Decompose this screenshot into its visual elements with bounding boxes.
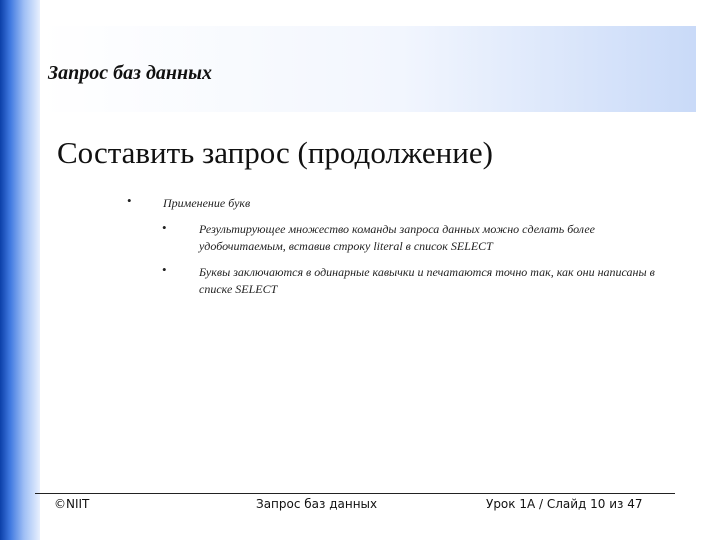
header-title: Запрос баз данных [48, 62, 212, 84]
footer-divider [35, 493, 675, 494]
bullet-level1-text: Применение букв [163, 196, 251, 210]
slide-title: Составить запрос (продолжение) [57, 135, 493, 170]
footer-copyright: ©NIIT [54, 497, 90, 511]
footer-course-title: Запрос баз данных [256, 497, 378, 511]
bullet-marker: • [162, 262, 167, 277]
footer-slide-number: Урок 1А / Слайд 10 из 47 [486, 497, 643, 511]
bullet-marker: • [127, 193, 132, 208]
bullet-marker: • [162, 220, 167, 235]
bullet-level2-text-2: Буквы заключаются в одинарные кавычки и печатаются точно так, как они написаны в списке SELECT [199, 265, 655, 296]
left-accent-bar [0, 0, 40, 540]
bullet-level2-text-1: Результирующее множество команды запроса данных можно сделать более удобочитаемым, вставив строку literal в список SELECT [199, 222, 595, 253]
